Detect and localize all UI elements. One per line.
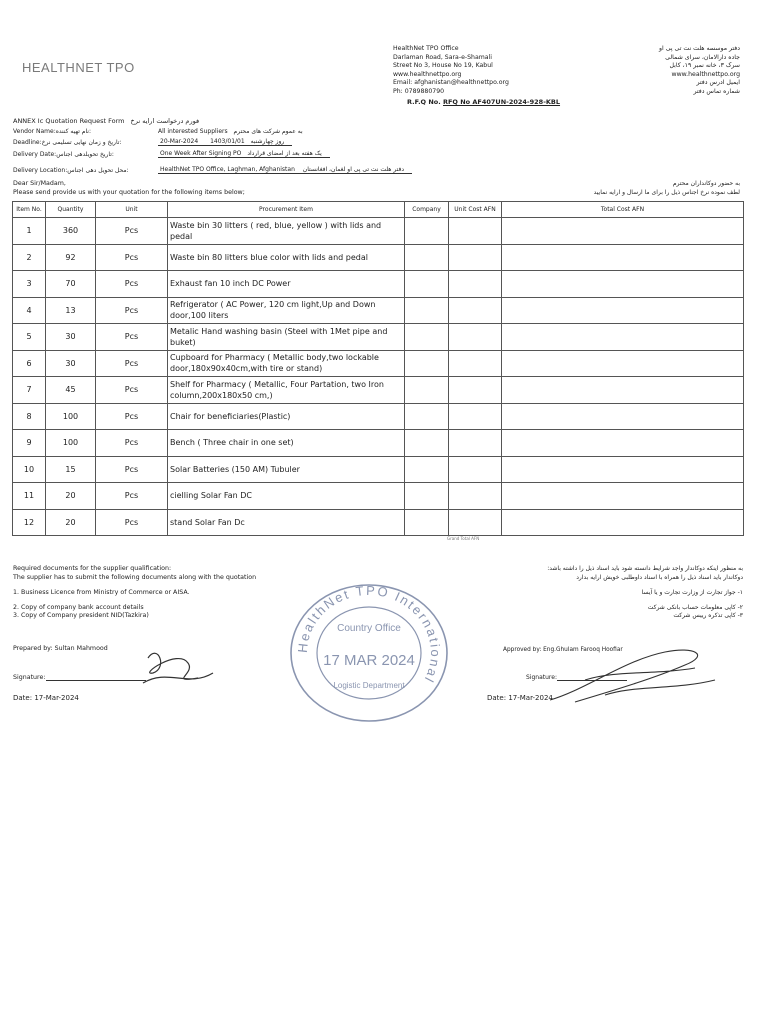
total-cost-cell[interactable]: [502, 350, 744, 377]
item-qty: 92: [46, 244, 96, 271]
vendor-label-fa: نام تهیه کننده:: [55, 128, 92, 135]
item-description: Cupboard for Pharmacy ( Metallic body,two lockable door,180x90x40cm,with tire or stand): [168, 350, 405, 377]
requirements-body-fa: دوکاندار باید اسناد ذیل را همراه با اسناد داوطلبی خویش ارایه بدارد: [576, 573, 743, 581]
unit-cost-cell[interactable]: [449, 403, 502, 430]
unit-cost-cell[interactable]: [449, 218, 502, 245]
item-qty: 30: [46, 324, 96, 351]
unit-cost-cell[interactable]: [449, 324, 502, 351]
item-description: Solar Batteries (150 AM) Tubuler: [168, 456, 405, 483]
address-line: www.healthnettpo.org: [393, 70, 462, 78]
deadline-label-fa: تاریخ و زمان نهایی تسلیمی نرخ:: [41, 139, 122, 146]
address-line: Email: afghanistan@healthnettpo.org: [393, 79, 509, 87]
deadline-date: 20-Mar-2024: [160, 138, 199, 145]
item-qty: 20: [46, 509, 96, 536]
table-row: [13, 509, 744, 536]
greeting-body-fa: لطف نموده نرخ اجناس ذیل را برای ما ارسال و ارایه نمایید: [593, 188, 740, 196]
doc-item: 1. Business Licence from Ministry of Commerce or AISA.: [13, 589, 190, 596]
delivery-location-label-fa: محل تحویل دهی اجناس:: [67, 167, 129, 174]
date-left: [13, 694, 79, 702]
company-cell[interactable]: [405, 377, 449, 404]
total-cost-cell[interactable]: [502, 483, 744, 510]
signature-line-right: [557, 673, 627, 681]
item-no: 2: [13, 244, 46, 271]
item-description: Chair for beneficiaries(Plastic): [168, 403, 405, 430]
logo-text: HEALTHNET TPO: [22, 60, 135, 75]
requirements-body: The supplier has to submit the following documents along with the quotation: [13, 573, 257, 581]
company-cell[interactable]: [405, 271, 449, 298]
unit-cost-cell[interactable]: [449, 483, 502, 510]
delivery-location-label-en: Delivery Location:: [13, 167, 68, 174]
table-row: [13, 377, 744, 404]
country-office-stamp: [284, 583, 454, 723]
delivery-date-en: One Week After Signing PO: [160, 150, 242, 157]
requirements-dari: [470, 565, 743, 583]
required-docs-list-fa: [520, 589, 743, 621]
doc-item-fa: ۲- کاپی معلومات حساب بانکی شرکت: [647, 603, 743, 611]
item-qty: 360: [46, 218, 96, 245]
item-description: Waste bin 80 litters blue color with lids and pedal: [168, 244, 405, 271]
header-item-no: Item No.: [13, 202, 46, 218]
date-label-left: Date:: [13, 694, 33, 702]
requirements-title-fa: به منظور اینکه دوکاندار واجد شرایط دانسته شود باید اسناد ذیل را داشته باشد:: [547, 565, 743, 572]
item-unit: Pcs: [96, 377, 168, 404]
unit-cost-cell[interactable]: [449, 377, 502, 404]
quotation-table: [12, 201, 744, 536]
item-no: 10: [13, 456, 46, 483]
greeting-salutation: Dear Sir/Madam,: [13, 180, 66, 187]
rfq-number: RFQ No AF407UN-2024-928-KBL: [442, 98, 561, 106]
item-no: 6: [13, 350, 46, 377]
vendor-value-en: All interested Suppliers: [158, 128, 228, 135]
total-cost-cell[interactable]: [502, 456, 744, 483]
total-cost-cell[interactable]: [502, 244, 744, 271]
header-company: Company: [405, 202, 449, 218]
deadline-label: [13, 139, 121, 146]
table-row: [13, 324, 744, 351]
item-unit: Pcs: [96, 324, 168, 351]
delivery-location-label: [13, 167, 129, 174]
signature-line-left: [46, 673, 146, 681]
company-cell[interactable]: [405, 483, 449, 510]
item-qty: 20: [46, 483, 96, 510]
doc-item-fa: ۱- جواز تجارت از وزارت تجارت و یا آیسا: [641, 589, 743, 596]
company-cell[interactable]: [405, 218, 449, 245]
address-english: [393, 45, 563, 97]
total-cost-cell[interactable]: [502, 324, 744, 351]
prepared-by: [13, 645, 108, 652]
doc-item: 3. Copy of Company president NID(Tazkira): [13, 612, 149, 619]
item-qty: 100: [46, 403, 96, 430]
total-cost-cell[interactable]: [502, 430, 744, 457]
delivery-location-value: [158, 166, 412, 174]
item-unit: Pcs: [96, 509, 168, 536]
item-unit: Pcs: [96, 350, 168, 377]
greeting-body: Please send provide us with your quotation for the following items below;: [13, 188, 245, 196]
item-no: 5: [13, 324, 46, 351]
requirements-en: [13, 565, 256, 583]
item-qty: 45: [46, 377, 96, 404]
item-no: 1: [13, 218, 46, 245]
address-line: Street No 3, House No 19, Kabul: [393, 62, 493, 70]
table-row: [13, 271, 744, 298]
address-line-fa: دفتر موسسه هلت نت تی پی او: [659, 45, 740, 52]
vendor-value-fa: به عموم شرکت های محترم: [233, 128, 303, 135]
item-unit: Pcs: [96, 456, 168, 483]
doc-item: 2. Copy of company bank account details: [13, 603, 144, 611]
vendor-label: [13, 128, 91, 135]
table-row: [13, 456, 744, 483]
table-row: [13, 483, 744, 510]
deadline-value: [158, 138, 292, 146]
item-no: 9: [13, 430, 46, 457]
item-qty: 100: [46, 430, 96, 457]
header-procurement-item: Procurement Item: [168, 202, 405, 218]
signature-left: [13, 673, 146, 681]
vendor-label-en: Vendor Name:: [13, 128, 56, 135]
deadline-label-en: Deadline:: [13, 139, 42, 146]
address-line-fa: جاده دارالامان، سرای شمالی: [665, 53, 740, 61]
vendor-value: [158, 128, 303, 135]
address-line: Ph: 0789880790: [393, 87, 445, 95]
item-unit: Pcs: [96, 218, 168, 245]
company-cell[interactable]: [405, 297, 449, 324]
total-cost-cell[interactable]: [502, 403, 744, 430]
unit-cost-cell[interactable]: [449, 297, 502, 324]
company-cell[interactable]: [405, 430, 449, 457]
header-unit: Unit: [96, 202, 168, 218]
unit-cost-cell[interactable]: [449, 244, 502, 271]
item-no: 3: [13, 271, 46, 298]
total-cost-cell[interactable]: [502, 297, 744, 324]
signature-label-right: Signature:: [526, 674, 557, 681]
company-cell[interactable]: [405, 350, 449, 377]
item-unit: Pcs: [96, 403, 168, 430]
signature-left-image: [128, 638, 218, 693]
delivery-date-value: [158, 150, 330, 158]
approved-label: Approved by:: [503, 647, 542, 653]
company-cell[interactable]: [405, 456, 449, 483]
signature-right: [526, 673, 627, 681]
item-unit: Pcs: [96, 244, 168, 271]
unit-cost-cell[interactable]: [449, 430, 502, 457]
doc-item-fa: ۳- کاپی تذکره رییس شرکت: [673, 612, 743, 619]
approved-name: Eng.Ghulam Farooq Hoofiar: [543, 647, 623, 653]
company-cell[interactable]: [405, 324, 449, 351]
address-dari: [600, 45, 740, 97]
unit-cost-cell[interactable]: [449, 509, 502, 536]
item-description: Shelf for Pharmacy ( Metallic, Four Partation, two Iron column,200x180x50 cm,): [168, 377, 405, 404]
item-description: Exhaust fan 10 inch DC Power: [168, 271, 405, 298]
annex-title: [13, 117, 199, 125]
annex-title-en: ANNEX Ic Quotation Request Form: [13, 117, 125, 125]
requirements-title: Required documents for the supplier qualification:: [13, 565, 172, 572]
item-unit: Pcs: [96, 271, 168, 298]
deadline-day-fa: روز چهارشنبه: [250, 138, 285, 145]
delivery-location-fa: دفتر هلت نت تی پی او لغمان، افغانستان: [302, 166, 405, 173]
rfq-reference: [407, 98, 560, 106]
delivery-date-fa: یک هفته بعد از امضای قرارداد: [247, 150, 322, 157]
total-cost-cell[interactable]: [502, 377, 744, 404]
item-no: 4: [13, 297, 46, 324]
stamp-line1: Country Office: [337, 623, 401, 634]
header-quantity: Quantity: [46, 202, 96, 218]
date-label-right: Date:: [487, 694, 507, 702]
item-no: 8: [13, 403, 46, 430]
company-cell[interactable]: [405, 403, 449, 430]
grand-total-note: Grand Total AFN: [447, 536, 480, 541]
address-line-fa: ایمیل آدرس دفتر: [696, 79, 740, 87]
item-qty: 70: [46, 271, 96, 298]
unit-cost-cell[interactable]: [449, 350, 502, 377]
item-unit: Pcs: [96, 430, 168, 457]
table-row: [13, 244, 744, 271]
date-right: [487, 694, 553, 702]
address-line: Darlaman Road, Sara-e-Shamali: [393, 53, 493, 61]
company-cell[interactable]: [405, 244, 449, 271]
greeting-dari: [500, 180, 740, 197]
table-row: [13, 297, 744, 324]
delivery-date-label-en: Delivery Date:: [13, 151, 57, 158]
item-qty: 30: [46, 350, 96, 377]
table-row: [13, 218, 744, 245]
unit-cost-cell[interactable]: [449, 456, 502, 483]
item-description: stand Solar Fan Dc: [168, 509, 405, 536]
delivery-date-label-fa: تاریخ تحویلدهی اجناس:: [56, 151, 114, 158]
stamp-ring-text: HealthNet TPO International: [294, 583, 444, 687]
item-unit: Pcs: [96, 483, 168, 510]
date-value-left: 17-Mar-2024: [34, 694, 79, 702]
address-line-fa: سرک ۳، خانه نمبر ۱۹، کابل: [669, 62, 740, 70]
greeting: [13, 180, 245, 197]
prepared-name: Sultan Mahmood: [54, 645, 108, 652]
header-unit-cost: Unit Cost AFN: [449, 202, 502, 218]
delivery-location-en: HealthNet TPO Office, Laghman, Afghanistan: [160, 166, 295, 173]
table-row: [13, 350, 744, 377]
address-line-fa: شماره تماس دفتر: [693, 87, 740, 95]
total-cost-cell[interactable]: [502, 509, 744, 536]
header-total-cost: Total Cost AFN: [502, 202, 744, 218]
item-no: 7: [13, 377, 46, 404]
deadline-date-shamsi: 1403/01/01: [210, 138, 245, 145]
item-description: Bench ( Three chair in one set): [168, 430, 405, 457]
total-cost-cell[interactable]: [502, 218, 744, 245]
prepared-label: Prepared by:: [13, 645, 53, 652]
annex-title-fa: فورم درخواست ارایه نرخ: [130, 117, 200, 125]
delivery-date-label: [13, 151, 114, 158]
total-cost-cell[interactable]: [502, 271, 744, 298]
item-no: 11: [13, 483, 46, 510]
item-qty: 15: [46, 456, 96, 483]
address-line-fa: www.healthnettpo.org: [671, 70, 740, 78]
stamp-line2: Logistic Department: [333, 681, 405, 690]
item-description: Waste bin 30 litters ( red, blue, yellow ) with lids and pedal: [168, 218, 405, 245]
healthnet-logo: [22, 60, 135, 75]
item-description: Refrigerator ( AC Power, 120 cm light,Up and Down door,100 liters: [168, 297, 405, 324]
table-row: [13, 403, 744, 430]
table-header-row: [13, 202, 744, 218]
signature-label-left: Signature:: [13, 674, 46, 681]
table-row: [13, 430, 744, 457]
item-no: 12: [13, 509, 46, 536]
stamp-date: 17 MAR 2024: [323, 652, 415, 669]
rfq-label: R.F.Q No.: [407, 98, 441, 106]
date-value-right: 17-Mar-2024: [508, 694, 553, 702]
item-description: Metalic Hand washing basin (Steel with 1Met pipe and buket): [168, 324, 405, 351]
item-qty: 13: [46, 297, 96, 324]
company-cell[interactable]: [405, 509, 449, 536]
address-line: HealthNet TPO Office: [393, 45, 459, 52]
item-unit: Pcs: [96, 297, 168, 324]
greeting-salutation-fa: به حضور دوکانداران محترم: [672, 180, 740, 187]
unit-cost-cell[interactable]: [449, 271, 502, 298]
item-description: cielling Solar Fan DC: [168, 483, 405, 510]
required-docs-list: [13, 589, 190, 621]
